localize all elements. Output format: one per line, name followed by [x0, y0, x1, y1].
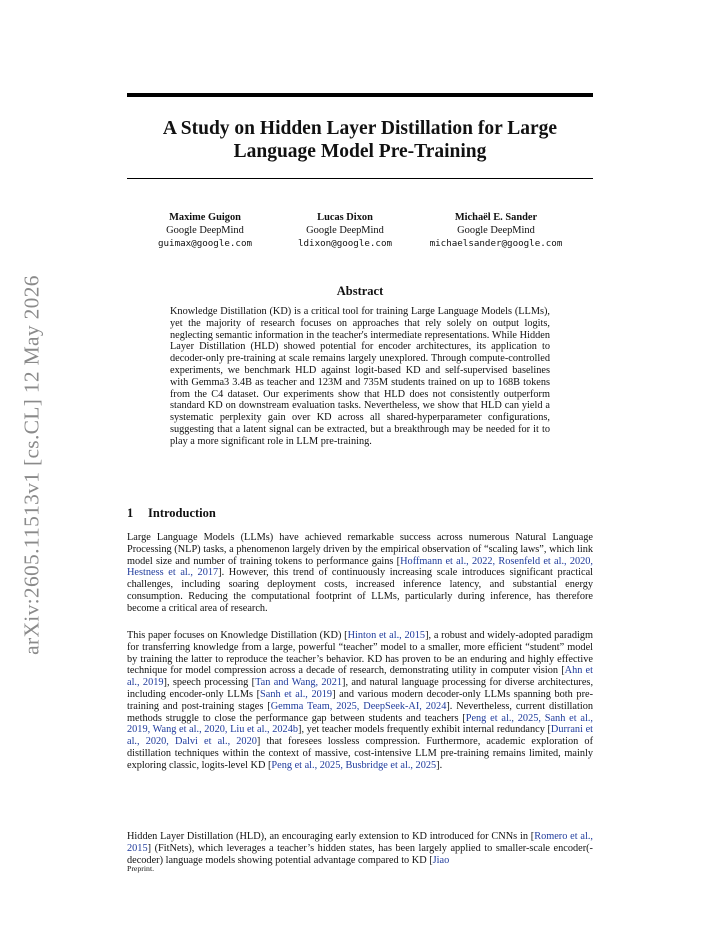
- paper-title: A Study on Hidden Layer Distillation for Large Language Model Pre-Training: [162, 118, 558, 162]
- author-affiliation: Google DeepMind: [166, 225, 244, 236]
- section-title: Introduction: [148, 506, 216, 520]
- paragraph-text: ], yet teacher models frequently exhibit internal redundancy [: [298, 724, 551, 736]
- author-block: [277, 211, 413, 250]
- citation-link[interactable]: Tan and Wang, 2021: [255, 677, 343, 689]
- citation-link[interactable]: Ahn et al., 2019: [127, 665, 593, 689]
- section-number: 1: [127, 506, 134, 520]
- paragraph-text: ], and natural language processing for diverse architectures, including encoder-only LLMs [: [127, 677, 594, 700]
- author-block: [414, 211, 578, 250]
- paragraph-text: Large Language Models (LLMs) have achieved remarkable success across numerous Natural Language Processing (NLP) tasks, a phenomenon largely driven by the empirical observation of “scaling laws”, which link model size and number of training tokens to performance gains [: [127, 532, 593, 567]
- author-affiliation: Google DeepMind: [306, 225, 384, 236]
- citation-link[interactable]: Sanh et al., 2019: [260, 688, 333, 700]
- citation-link[interactable]: Romero et al., 2015: [127, 831, 593, 854]
- author-name: Michaël E. Sander: [454, 212, 538, 223]
- title-bottom-rule: [127, 178, 593, 179]
- paragraph-text: ] (FitNets), which leverages a teacher’s hidden states, has been largely applied to smaller-scale encoder(-decoder) language models showing potential advantage compared to KD [: [127, 842, 593, 866]
- citation-link[interactable]: Durrani et al., 2020, Dalvi et al., 2020: [127, 724, 594, 748]
- arxiv-sidebar: [0, 0, 60, 932]
- citation-link[interactable]: Gemma Team, 2025, DeepSeek-AI, 2024: [270, 700, 447, 712]
- title-top-rule: [127, 93, 593, 97]
- citation-link[interactable]: Hoffmann et al., 2022, Rosenfeld et al., 2020, Hestness et al., 2017: [127, 555, 593, 579]
- author-email[interactable]: michaelsander@google.com: [429, 238, 563, 249]
- paragraph-text: ], speech processing [: [163, 677, 256, 689]
- citation-link[interactable]: Peng et al., 2025, Sanh et al., 2019, Wang et al., 2020, Liu et al., 2024b: [127, 712, 593, 736]
- author-affiliation: Google DeepMind: [457, 225, 535, 236]
- author-name: Maxime Guigon: [169, 212, 241, 223]
- intro-paragraph-3: [127, 831, 593, 866]
- author-email[interactable]: guimax@google.com: [157, 238, 253, 249]
- citation-link[interactable]: Peng et al., 2025, Busbridge et al., 2025: [271, 759, 437, 771]
- paragraph-text: ]. Nevertheless, current distillation methods struggle to close the performance gap between students and teachers [: [127, 700, 594, 724]
- paragraph-text: ], a robust and widely-adopted paradigm for transferring knowledge from a large, powerful “teacher” model to a smaller, more efficient “student” model by training the latter to reproduce the teacher’s behavior. KD has proven to be an enduring and highly effective technique for model compression across a decade of research, demonstrating utility in computer vision [: [127, 630, 593, 677]
- abstract-body: Knowledge Distillation (KD) is a critical tool for training Large Language Models (LLMs), yet the majority of research focuses on approaches that rely solely on output logits, neglecting semantic information in the teacher's intermediate representations. While Hidden Layer Distillation (HLD) showed potential for encoder architectures, its application to decoder-only pre-training at scale remains largely unexplored. Through compute-controlled experiments, we benchmark HLD against logit-based KD and self-supervised baselines with Gemma3 3.4B as teacher and 123M and 735M students trained on up to 168B tokens from the C4 dataset. Our experiments show that HLD does not consistently outperform standard KD on downstream evaluation tasks. Nevertheless, we show that HLD can yield a systematic perplexity gain over KD across all shared-hyperparameter configurations, suggesting that a latent signal can be extracted, but a breakthrough may be needed for it to play a more significant role in LLM pre-training.: [170, 306, 550, 447]
- paragraph-text: This paper focuses on Knowledge Distillation (KD) [: [127, 630, 348, 641]
- author-block: [137, 211, 273, 250]
- citation-link[interactable]: Hinton et al., 2015: [347, 630, 426, 641]
- author-name: Lucas Dixon: [317, 212, 373, 223]
- author-email[interactable]: ldixon@google.com: [297, 238, 393, 249]
- abstract-heading: Abstract: [336, 284, 384, 298]
- citation-link[interactable]: Jiao: [432, 854, 450, 866]
- paragraph-text: Hidden Layer Distillation (HLD), an encouraging early extension to KD introduced for CNNs in [: [127, 831, 535, 842]
- intro-paragraph-1: [127, 532, 593, 615]
- paragraph-text: ] and various modern decoder-only LLMs spanning both pre-training and post-training stages [: [127, 688, 594, 712]
- intro-paragraph-2: [127, 630, 593, 772]
- footer-note: Preprint.: [127, 864, 155, 873]
- paragraph-text: ].: [436, 759, 443, 771]
- section-heading: [127, 506, 216, 521]
- paragraph-text: ] that foresees lossless compression. Furthermore, academic exploration of distillation techniques within the context of massive, cost-intensive LLM pre-training remains limited, mainly exploring classic, logits-level KD [: [127, 736, 594, 771]
- arxiv-identifier: arXiv:2605.11513v1 [cs.CL] 12 May 2026: [19, 275, 44, 655]
- paragraph-text: ]. However, this trend of continuously increasing scale introduces significant practical challenges, including soaring deployment costs, increased inference latency, and substantial energy consumption. Reducing the computational footprint of LLMs, particularly during inference, has therefore become a critical area of research.: [127, 567, 593, 614]
